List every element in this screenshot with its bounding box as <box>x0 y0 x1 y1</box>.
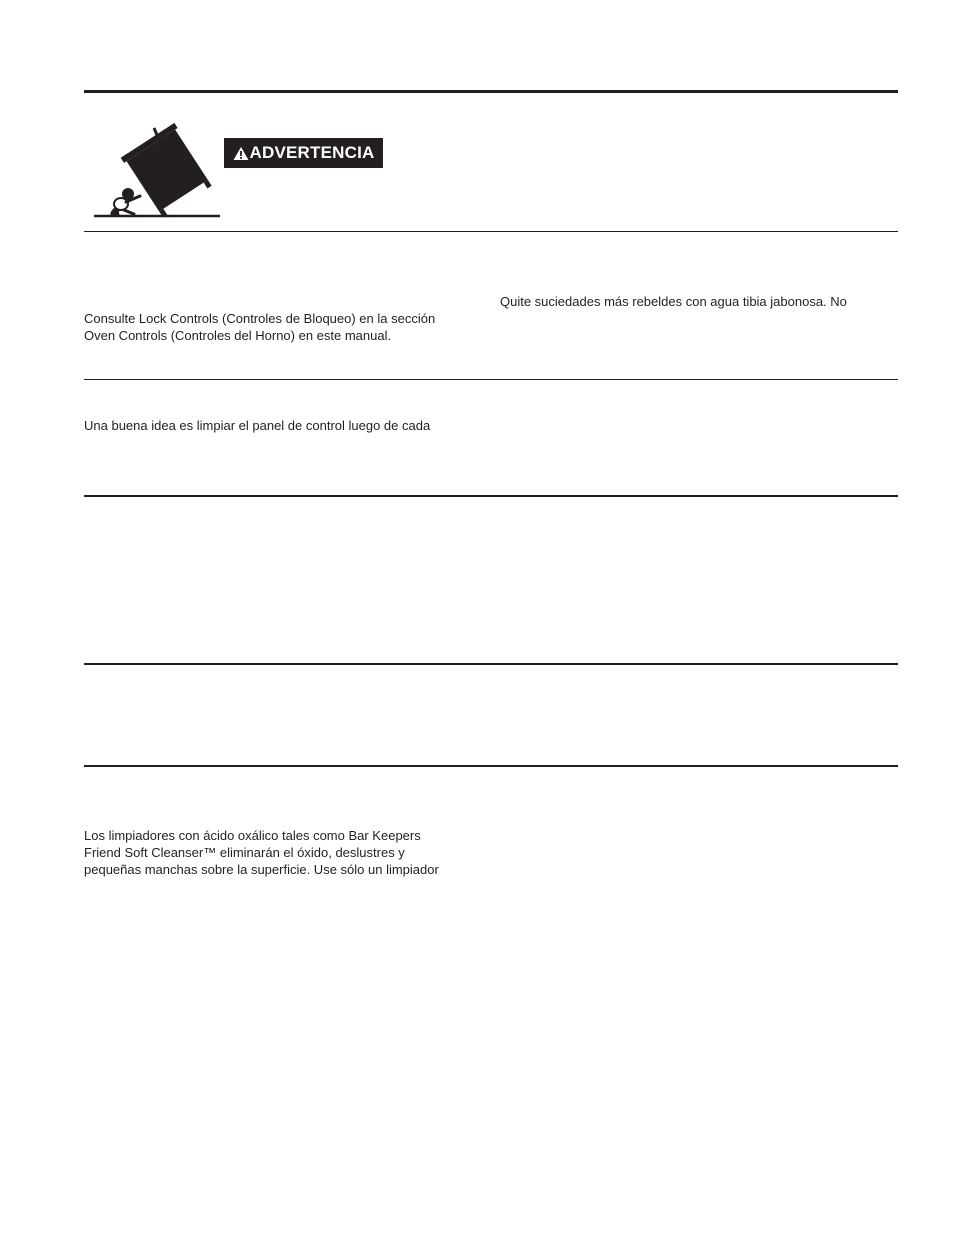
warning-triangle-icon <box>233 146 249 161</box>
control-panel-line-1: Una buena idea es limpiar el panel de control luego de cada <box>84 418 431 433</box>
anti-tip-child-range-icon <box>90 122 224 220</box>
lock-controls-line-2: Oven Controls (Controles del Horno) en este manual. <box>84 328 392 343</box>
section-divider <box>84 765 898 767</box>
top-divider <box>84 90 898 93</box>
stubborn-soils-line-1: Quite suciedades más rebeldes con agua tibia jabonosa. No <box>500 294 847 309</box>
lock-controls-line-1: Consulte Lock Controls (Controles de Bloqueo) en la sección <box>84 311 436 326</box>
warning-label: ADVERTENCIA <box>249 143 375 162</box>
oxalic-cleaners-line-3: pequeñas manchas sobre la superficie. Use sólo un limpiador <box>84 862 439 877</box>
section-divider <box>84 379 898 380</box>
oxalic-cleaners-line-2: Friend Soft Cleanser™ eliminarán el óxido, deslustres y <box>84 845 405 860</box>
oxalic-cleaners-line-1: Los limpiadores con ácido oxálico tales como Bar Keepers <box>84 828 421 843</box>
section-divider <box>84 495 898 497</box>
section-divider <box>84 231 898 232</box>
section-divider <box>84 663 898 665</box>
warning-badge <box>224 138 383 168</box>
